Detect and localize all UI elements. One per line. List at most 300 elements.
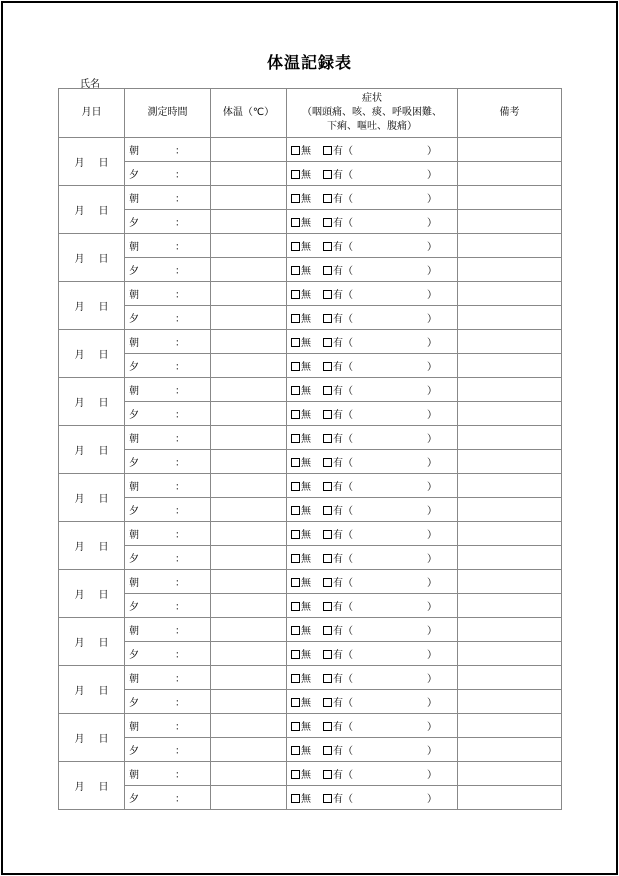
table-row [59, 570, 562, 594]
checkbox-yes[interactable] [323, 530, 332, 539]
symptoms-cell [287, 378, 458, 402]
morning-time-cell[interactable] [125, 570, 211, 594]
close-paren: ） [427, 290, 437, 301]
temperature-cell[interactable] [211, 162, 287, 186]
time-colon: ： [175, 722, 185, 733]
open-paren: （ [343, 410, 353, 421]
date-cell[interactable] [59, 330, 125, 378]
checkbox-none[interactable] [291, 698, 300, 707]
month-label: 月 [74, 350, 85, 361]
close-paren: ） [427, 458, 437, 469]
label-none: 無 [301, 578, 311, 589]
checkbox-yes[interactable] [323, 482, 332, 491]
notes-cell[interactable] [458, 762, 562, 786]
evening-time-cell[interactable] [125, 546, 211, 570]
month-label: 月 [74, 782, 85, 793]
open-paren: （ [343, 266, 353, 277]
evening-time-cell[interactable] [125, 450, 211, 474]
symptoms-cell [287, 402, 458, 426]
close-paren: ） [427, 194, 437, 205]
open-paren: （ [343, 218, 353, 229]
symptoms-cell [287, 714, 458, 738]
day-label: 日 [98, 398, 109, 409]
temperature-cell[interactable] [211, 450, 287, 474]
label-yes: 有 [333, 170, 343, 181]
temperature-cell[interactable] [211, 714, 287, 738]
checkbox-none[interactable] [291, 602, 300, 611]
notes-cell[interactable] [458, 402, 562, 426]
temperature-cell[interactable] [211, 738, 287, 762]
close-paren: ） [427, 218, 437, 229]
open-paren: （ [343, 314, 353, 325]
label-none: 無 [301, 218, 311, 229]
day-label: 日 [98, 254, 109, 265]
checkbox-yes[interactable] [323, 698, 332, 707]
notes-cell[interactable] [458, 618, 562, 642]
notes-cell[interactable] [458, 546, 562, 570]
temperature-cell[interactable] [211, 690, 287, 714]
morning-time-cell[interactable] [125, 474, 211, 498]
temperature-cell[interactable] [211, 498, 287, 522]
close-paren: ） [427, 338, 437, 349]
time-colon: ： [175, 458, 185, 469]
table-row [59, 546, 562, 570]
notes-cell[interactable] [458, 594, 562, 618]
notes-cell[interactable] [458, 258, 562, 282]
time-colon: ： [175, 290, 185, 301]
checkbox-none[interactable] [291, 218, 300, 227]
temperature-cell[interactable] [211, 618, 287, 642]
label-yes: 有 [333, 218, 343, 229]
temperature-cell[interactable] [211, 666, 287, 690]
checkbox-yes[interactable] [323, 578, 332, 587]
evening-time-cell[interactable] [125, 402, 211, 426]
label-none: 無 [301, 794, 311, 805]
checkbox-yes[interactable] [323, 506, 332, 515]
symptoms-cell [287, 210, 458, 234]
evening-time-cell-label: 夕 [129, 362, 139, 373]
label-none: 無 [301, 266, 311, 277]
checkbox-yes[interactable] [323, 314, 332, 323]
symptoms-cell [287, 546, 458, 570]
evening-time-cell[interactable] [125, 786, 211, 810]
close-paren: ） [427, 602, 437, 613]
temperature-cell[interactable] [211, 306, 287, 330]
checkbox-none[interactable] [291, 650, 300, 659]
morning-time-cell[interactable] [125, 282, 211, 306]
temperature-cell[interactable] [211, 330, 287, 354]
time-colon: ： [175, 794, 185, 805]
open-paren: （ [343, 650, 353, 661]
checkbox-none[interactable] [291, 626, 300, 635]
open-paren: （ [343, 794, 353, 805]
temperature-cell[interactable] [211, 354, 287, 378]
month-label: 月 [74, 254, 85, 265]
symptoms-cell [287, 306, 458, 330]
close-paren: ） [427, 242, 437, 253]
temperature-cell[interactable] [211, 594, 287, 618]
label-none: 無 [301, 722, 311, 733]
label-yes: 有 [333, 722, 343, 733]
date-cell[interactable] [59, 762, 125, 810]
morning-time-cell-label: 朝 [129, 434, 139, 445]
checkbox-none[interactable] [291, 722, 300, 731]
symptoms-cell [287, 258, 458, 282]
close-paren: ） [427, 434, 437, 445]
close-paren: ） [427, 386, 437, 397]
notes-cell[interactable] [458, 498, 562, 522]
day-label: 日 [98, 494, 109, 505]
temperature-cell[interactable] [211, 402, 287, 426]
notes-cell[interactable] [458, 474, 562, 498]
notes-cell[interactable] [458, 522, 562, 546]
time-colon: ： [175, 506, 185, 517]
time-colon: ： [175, 746, 185, 757]
label-none: 無 [301, 530, 311, 541]
label-none: 無 [301, 410, 311, 421]
temperature-cell[interactable] [211, 786, 287, 810]
checkbox-none[interactable] [291, 506, 300, 515]
day-label: 日 [98, 782, 109, 793]
evening-time-cell[interactable] [125, 210, 211, 234]
checkbox-none[interactable] [291, 290, 300, 299]
morning-time-cell[interactable] [125, 186, 211, 210]
morning-time-cell[interactable] [125, 378, 211, 402]
label-yes: 有 [333, 698, 343, 709]
checkbox-none[interactable] [291, 410, 300, 419]
checkbox-none[interactable] [291, 794, 300, 803]
morning-time-cell[interactable] [125, 330, 211, 354]
notes-cell[interactable] [458, 330, 562, 354]
table-row [59, 666, 562, 690]
temperature-cell[interactable] [211, 546, 287, 570]
table-row [59, 402, 562, 426]
label-yes: 有 [333, 362, 343, 373]
checkbox-yes[interactable] [323, 242, 332, 251]
symptoms-cell [287, 786, 458, 810]
morning-time-cell[interactable] [125, 234, 211, 258]
notes-cell[interactable] [458, 234, 562, 258]
morning-time-cell[interactable] [125, 522, 211, 546]
date-cell[interactable] [59, 186, 125, 234]
header-time: 測定時間 [125, 89, 211, 138]
evening-time-cell[interactable] [125, 690, 211, 714]
evening-time-cell-label: 夕 [129, 458, 139, 469]
temperature-cell[interactable] [211, 762, 287, 786]
time-colon: ： [175, 578, 185, 589]
open-paren: （ [343, 194, 353, 205]
time-colon: ： [175, 242, 185, 253]
close-paren: ） [427, 650, 437, 661]
temperature-cell[interactable] [211, 642, 287, 666]
checkbox-none[interactable] [291, 242, 300, 251]
label-none: 無 [301, 650, 311, 661]
time-colon: ： [175, 626, 185, 637]
checkbox-none[interactable] [291, 362, 300, 371]
symptoms-cell [287, 522, 458, 546]
symptoms-cell [287, 762, 458, 786]
date-cell[interactable] [59, 378, 125, 426]
temperature-cell[interactable] [211, 186, 287, 210]
month-label: 月 [74, 686, 85, 697]
evening-time-cell[interactable] [125, 162, 211, 186]
temperature-cell[interactable] [211, 426, 287, 450]
table-row [59, 786, 562, 810]
header-row [59, 89, 562, 138]
checkbox-yes[interactable] [323, 434, 332, 443]
temperature-cell[interactable] [211, 138, 287, 162]
table-row [59, 306, 562, 330]
close-paren: ） [427, 146, 437, 157]
evening-time-cell[interactable] [125, 258, 211, 282]
evening-time-cell[interactable] [125, 594, 211, 618]
evening-time-cell[interactable] [125, 354, 211, 378]
label-none: 無 [301, 314, 311, 325]
checkbox-none[interactable] [291, 578, 300, 587]
checkbox-yes[interactable] [323, 410, 332, 419]
morning-time-cell-label: 朝 [129, 338, 139, 349]
temperature-record-table [58, 88, 562, 810]
temperature-cell[interactable] [211, 258, 287, 282]
date-cell[interactable] [59, 570, 125, 618]
checkbox-yes[interactable] [323, 170, 332, 179]
close-paren: ） [427, 362, 437, 373]
checkbox-yes[interactable] [323, 554, 332, 563]
day-label: 日 [98, 350, 109, 361]
evening-time-cell-label: 夕 [129, 266, 139, 277]
notes-cell[interactable] [458, 282, 562, 306]
date-cell[interactable] [59, 138, 125, 186]
evening-time-cell-label: 夕 [129, 218, 139, 229]
checkbox-none[interactable] [291, 314, 300, 323]
checkbox-yes[interactable] [323, 218, 332, 227]
checkbox-none[interactable] [291, 746, 300, 755]
symptoms-cell [287, 234, 458, 258]
label-yes: 有 [333, 266, 343, 277]
checkbox-yes[interactable] [323, 362, 332, 371]
label-none: 無 [301, 770, 311, 781]
close-paren: ） [427, 266, 437, 277]
date-cell[interactable] [59, 618, 125, 666]
checkbox-yes[interactable] [323, 338, 332, 347]
morning-time-cell-label: 朝 [129, 242, 139, 253]
date-cell[interactable] [59, 426, 125, 474]
date-cell[interactable] [59, 522, 125, 570]
checkbox-yes[interactable] [323, 602, 332, 611]
checkbox-yes[interactable] [323, 674, 332, 683]
month-label: 月 [74, 638, 85, 649]
notes-cell[interactable] [458, 738, 562, 762]
label-yes: 有 [333, 602, 343, 613]
checkbox-yes[interactable] [323, 386, 332, 395]
label-none: 無 [301, 194, 311, 205]
evening-time-cell-label: 夕 [129, 314, 139, 325]
date-cell[interactable] [59, 282, 125, 330]
close-paren: ） [427, 746, 437, 757]
checkbox-yes[interactable] [323, 722, 332, 731]
evening-time-cell[interactable] [125, 738, 211, 762]
checkbox-none[interactable] [291, 146, 300, 155]
label-yes: 有 [333, 290, 343, 301]
checkbox-none[interactable] [291, 170, 300, 179]
checkbox-yes[interactable] [323, 746, 332, 755]
checkbox-none[interactable] [291, 458, 300, 467]
notes-cell[interactable] [458, 210, 562, 234]
close-paren: ） [427, 794, 437, 805]
notes-cell[interactable] [458, 690, 562, 714]
table-row [59, 330, 562, 354]
label-none: 無 [301, 554, 311, 565]
label-yes: 有 [333, 578, 343, 589]
label-yes: 有 [333, 770, 343, 781]
notes-cell[interactable] [458, 426, 562, 450]
temperature-cell[interactable] [211, 570, 287, 594]
notes-cell[interactable] [458, 306, 562, 330]
evening-time-cell[interactable] [125, 498, 211, 522]
evening-time-cell[interactable] [125, 306, 211, 330]
open-paren: （ [343, 482, 353, 493]
checkbox-none[interactable] [291, 434, 300, 443]
checkbox-none[interactable] [291, 530, 300, 539]
time-colon: ： [175, 314, 185, 325]
close-paren: ） [427, 506, 437, 517]
morning-time-cell[interactable] [125, 138, 211, 162]
morning-time-cell-label: 朝 [129, 290, 139, 301]
open-paren: （ [343, 362, 353, 373]
notes-cell[interactable] [458, 450, 562, 474]
checkbox-yes[interactable] [323, 194, 332, 203]
checkbox-yes[interactable] [323, 626, 332, 635]
symptoms-cell [287, 450, 458, 474]
label-yes: 有 [333, 482, 343, 493]
evening-time-cell-label: 夕 [129, 554, 139, 565]
checkbox-none[interactable] [291, 482, 300, 491]
temperature-cell[interactable] [211, 522, 287, 546]
morning-time-cell-label: 朝 [129, 146, 139, 157]
open-paren: （ [343, 146, 353, 157]
label-yes: 有 [333, 674, 343, 685]
label-yes: 有 [333, 410, 343, 421]
checkbox-yes[interactable] [323, 794, 332, 803]
temperature-cell[interactable] [211, 378, 287, 402]
morning-time-cell-label: 朝 [129, 578, 139, 589]
open-paren: （ [343, 602, 353, 613]
label-none: 無 [301, 602, 311, 613]
notes-cell[interactable] [458, 786, 562, 810]
temperature-cell[interactable] [211, 282, 287, 306]
checkbox-none[interactable] [291, 770, 300, 779]
notes-cell[interactable] [458, 570, 562, 594]
morning-time-cell[interactable] [125, 666, 211, 690]
date-cell[interactable] [59, 474, 125, 522]
open-paren: （ [343, 242, 353, 253]
checkbox-yes[interactable] [323, 458, 332, 467]
notes-cell[interactable] [458, 138, 562, 162]
label-yes: 有 [333, 746, 343, 757]
evening-time-cell-label: 夕 [129, 698, 139, 709]
label-none: 無 [301, 434, 311, 445]
symptoms-cell [287, 594, 458, 618]
notes-cell[interactable] [458, 378, 562, 402]
evening-time-cell-label: 夕 [129, 746, 139, 757]
table-row [59, 618, 562, 642]
evening-time-cell[interactable] [125, 642, 211, 666]
day-label: 日 [98, 590, 109, 601]
morning-time-cell[interactable] [125, 762, 211, 786]
checkbox-yes[interactable] [323, 290, 332, 299]
checkbox-none[interactable] [291, 194, 300, 203]
time-colon: ： [175, 146, 185, 157]
close-paren: ） [427, 482, 437, 493]
checkbox-yes[interactable] [323, 266, 332, 275]
notes-cell[interactable] [458, 666, 562, 690]
checkbox-none[interactable] [291, 554, 300, 563]
open-paren: （ [343, 554, 353, 565]
evening-time-cell-label: 夕 [129, 170, 139, 181]
checkbox-yes[interactable] [323, 770, 332, 779]
checkbox-none[interactable] [291, 386, 300, 395]
checkbox-none[interactable] [291, 266, 300, 275]
date-cell[interactable] [59, 666, 125, 714]
name-label: 氏名 [80, 79, 100, 90]
symptoms-cell [287, 642, 458, 666]
symptoms-cell [287, 138, 458, 162]
symptoms-cell [287, 474, 458, 498]
header-symptoms [287, 89, 458, 138]
close-paren: ） [427, 698, 437, 709]
notes-cell[interactable] [458, 642, 562, 666]
day-label: 日 [98, 686, 109, 697]
date-cell[interactable] [59, 234, 125, 282]
symptoms-cell [287, 282, 458, 306]
checkbox-yes[interactable] [323, 650, 332, 659]
morning-time-cell[interactable] [125, 426, 211, 450]
month-label: 月 [74, 158, 85, 169]
day-label: 日 [98, 734, 109, 745]
notes-cell[interactable] [458, 186, 562, 210]
table-row [59, 594, 562, 618]
table-row [59, 738, 562, 762]
close-paren: ） [427, 410, 437, 421]
evening-time-cell-label: 夕 [129, 794, 139, 805]
label-yes: 有 [333, 314, 343, 325]
notes-cell[interactable] [458, 714, 562, 738]
day-label: 日 [98, 446, 109, 457]
close-paren: ） [427, 554, 437, 565]
notes-cell[interactable] [458, 162, 562, 186]
table-row [59, 426, 562, 450]
morning-time-cell[interactable] [125, 618, 211, 642]
morning-time-cell-label: 朝 [129, 482, 139, 493]
checkbox-yes[interactable] [323, 146, 332, 155]
notes-cell[interactable] [458, 354, 562, 378]
morning-time-cell[interactable] [125, 714, 211, 738]
temperature-cell[interactable] [211, 210, 287, 234]
temperature-cell[interactable] [211, 234, 287, 258]
label-yes: 有 [333, 650, 343, 661]
symptoms-cell [287, 690, 458, 714]
header-symptoms-line2: 下痢、嘔吐、腹痛） [327, 121, 417, 132]
checkbox-none[interactable] [291, 674, 300, 683]
date-cell[interactable] [59, 714, 125, 762]
month-label: 月 [74, 542, 85, 553]
open-paren: （ [343, 770, 353, 781]
label-none: 無 [301, 242, 311, 253]
temperature-cell[interactable] [211, 474, 287, 498]
checkbox-none[interactable] [291, 338, 300, 347]
table-row [59, 258, 562, 282]
time-colon: ： [175, 482, 185, 493]
